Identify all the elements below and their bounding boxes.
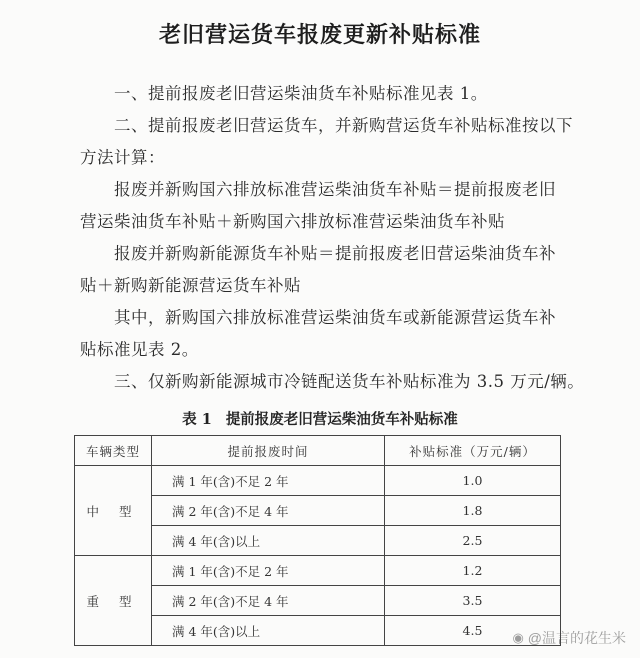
scrap-period-cell: 满 4 年(含)以上 (152, 616, 385, 646)
table-caption (0, 408, 640, 429)
watermark (512, 628, 626, 648)
scrap-period-cell: 满 2 年(含)不足 4 年 (152, 496, 385, 526)
paragraph-line: 一、提前报废老旧营运柴油货车补贴标准见表 1。 (114, 84, 488, 103)
paragraph-1 (80, 78, 560, 110)
paragraph-line: 二、提前报废老旧营运货车，并新购营运货车补贴标准按以下 (114, 116, 573, 135)
paragraph-6 (80, 366, 585, 398)
subsidy-amount-cell: 4.5 (385, 616, 561, 646)
subsidy-amount-cell: 1.0 (385, 466, 561, 496)
paragraph-line: 贴标准见表 2。 (80, 340, 199, 359)
paragraph-line: 三、仅新购新能源城市冷链配送货车补贴标准为 3.5 万元/辆。 (114, 372, 585, 391)
vehicle-type-heavy: 重 型 (75, 556, 152, 646)
watermark-text: @温言的花生米 (527, 630, 626, 646)
paragraph-line: 报废并新购国六排放标准营运柴油货车补贴＝提前报废老旧 (114, 180, 556, 199)
document-title: 老旧营运货车报废更新补贴标准 (158, 22, 481, 48)
subsidy-table (74, 435, 561, 646)
subsidy-amount-cell: 1.8 (385, 496, 561, 526)
vehicle-type-medium: 中 型 (75, 466, 152, 556)
paragraph-line: 营运柴油货车补贴＋新购国六排放标准营运柴油货车补贴 (80, 212, 505, 231)
scrap-period-cell: 满 2 年(含)不足 4 年 (152, 586, 385, 616)
scrap-period-cell: 满 1 年(含)不足 2 年 (152, 466, 385, 496)
subsidy-amount-cell: 3.5 (385, 586, 561, 616)
scrap-period-cell: 满 1 年(含)不足 2 年 (152, 556, 385, 586)
paragraph-line: 贴＋新购新能源营运货车补贴 (80, 276, 301, 295)
subsidy-amount-cell: 1.2 (385, 556, 561, 586)
scrap-period-cell: 满 4 年(含)以上 (152, 526, 385, 556)
header-subsidy-amount: 补贴标准（万元/辆） (385, 436, 561, 466)
subsidy-amount-cell: 2.5 (385, 526, 561, 556)
table-header-row (75, 436, 561, 466)
paragraph-2 (80, 110, 573, 174)
paragraph-line: 其中，新购国六排放标准营运柴油货车或新能源营运货车补 (114, 308, 556, 327)
paragraph-5 (80, 302, 560, 366)
table-caption-text: 提前报废老旧营运柴油货车补贴标准 (225, 411, 458, 428)
paragraph-3 (80, 174, 560, 238)
table-row (75, 466, 561, 496)
paragraph-4 (80, 238, 560, 302)
paragraph-line: 方法计算： (80, 148, 165, 167)
paragraph-line: 报废并新购新能源货车补贴＝提前报废老旧营运柴油货车补 (114, 244, 556, 263)
weibo-logo-icon: ◉ (512, 630, 524, 645)
table-caption-number: 表 1 (182, 411, 212, 428)
table-row (75, 556, 561, 586)
header-vehicle-type: 车辆类型 (75, 436, 152, 466)
header-scrap-period: 提前报废时间 (152, 436, 385, 466)
